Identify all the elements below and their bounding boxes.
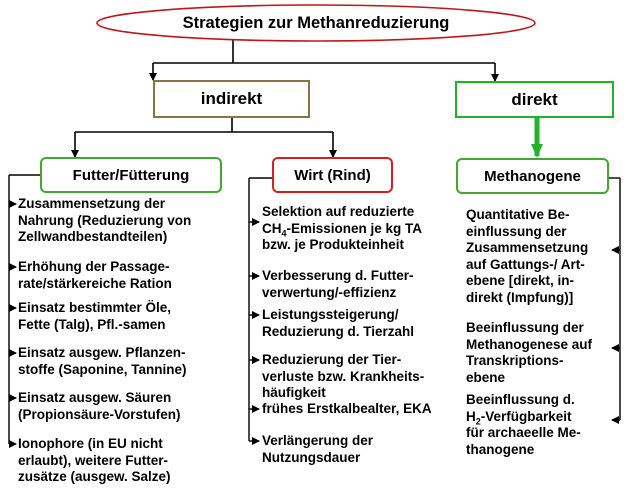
methanogene-item: Quantitative Be- einflussung der Zusammensetzung auf Gattungs-/ Art- ebene [direkt, in- direkt (Impfung)] — [466, 207, 589, 305]
wirt-item: Reduzierung der Tier- verluste bzw. Krankheits- häufigkeit — [262, 352, 425, 400]
wirt-item: Leistungssteigerung/ Reduzierung d. Tierzahl — [262, 307, 415, 339]
futter-item: Ionophore (in EU nicht erlaubt), weitere Futter- zusätze (ausgew. Salze) — [18, 436, 171, 484]
wirt-item: Verbesserung d. Futter- verwertung/-effizienz — [262, 268, 414, 300]
futter-box: Futter/Fütterung — [40, 157, 222, 193]
futter-item: Einsatz ausgew. Säuren (Propionsäure-Vorstufen) — [18, 390, 181, 422]
methanogene-box: Methanogene — [456, 158, 609, 194]
wirt-item: Verlängerung der Nutzungsdauer — [262, 433, 374, 465]
futter-item: Erhöhung der Passage- rate/stärkereiche Ration — [18, 259, 172, 291]
methanogene-item: Beeinflussung d. $H_2$-Verfügbarkeit für archaeelle Me- thanogene — [466, 392, 581, 457]
futter-item: Zusammensetzung der Nahrung (Reduzierung von Zellwandbestandteilen) — [18, 196, 192, 244]
methanogene-item: Beeinflussung der Methanogenese auf Transkriptions- ebene — [466, 320, 593, 385]
futter-item: Einsatz ausgew. Pflanzen- stoffe (Saponine, Tannine) — [18, 345, 187, 377]
direkt-box: direkt — [455, 81, 614, 118]
indirekt-box: indirekt — [153, 80, 310, 118]
futter-item: Einsatz bestimmter Öle, Fette (Talg), Pfl.-samen — [18, 300, 172, 332]
wirt-item: Selektion auf reduzierte $CH_4$-Emissionen je kg TA bzw. je Produkteinheit — [262, 204, 423, 252]
ch4-line: $CH_4$-Emissionen je kg TA — [262, 220, 423, 239]
diagram-title: Strategien zur Methanreduzierung — [182, 14, 450, 32]
wirt-box: Wirt (Rind) — [272, 157, 393, 193]
h2-line: $H_2$-Verfügbarkeit — [466, 408, 572, 427]
wirt-item: frühes Erstkalbealter, EKA — [262, 401, 432, 416]
